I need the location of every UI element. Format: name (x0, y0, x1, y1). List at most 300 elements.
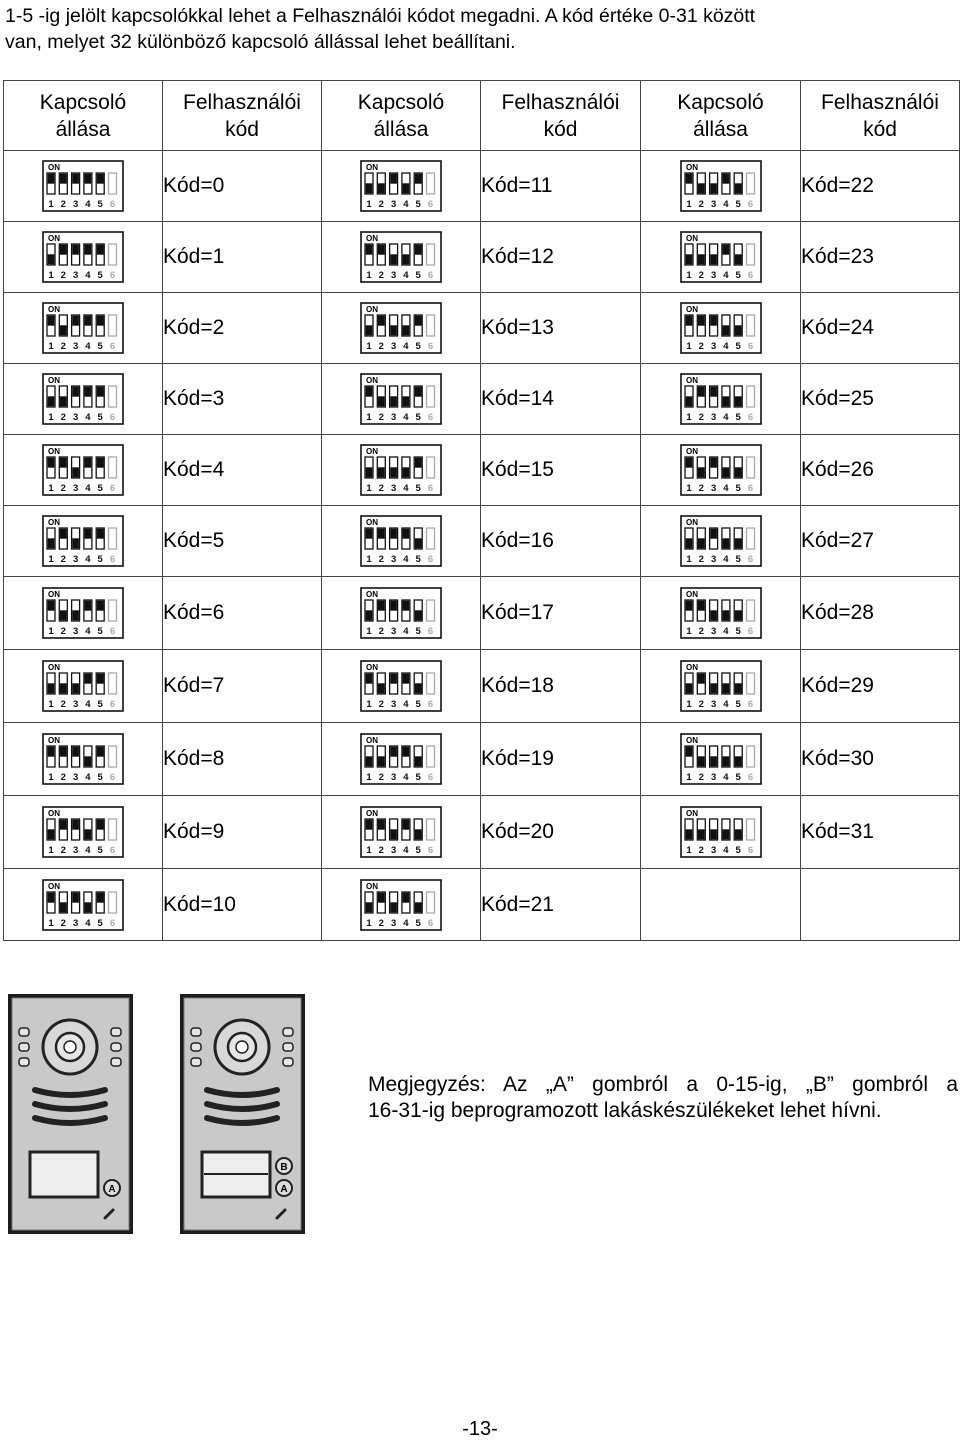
svg-text:1: 1 (366, 845, 372, 856)
svg-text:ON: ON (685, 376, 698, 385)
switch-position-cell (322, 650, 481, 723)
svg-text:4: 4 (722, 845, 729, 856)
svg-text:4: 4 (403, 626, 409, 637)
svg-text:5: 5 (735, 845, 741, 856)
user-code-cell: Kód=31 (801, 796, 960, 869)
switch-position-cell (4, 723, 163, 796)
svg-text:1: 1 (366, 772, 372, 783)
svg-text:ON: ON (685, 447, 698, 456)
dip-switch-icon (42, 302, 124, 354)
svg-text:4: 4 (403, 699, 409, 710)
table-row (4, 293, 960, 364)
svg-text:ON: ON (366, 376, 378, 385)
note-line-2: 16-31-ig beprogramozott lakáskészülékeket lehet hívni. (368, 1099, 882, 1122)
header-user-code: Felhasználói kód (163, 81, 322, 151)
svg-text:3: 3 (72, 412, 79, 423)
svg-text:ON: ON (48, 736, 60, 745)
note-line-1: Megjegyzés: Az „A” gombról a 0-15-ig, „B” gombról a (368, 1073, 958, 1096)
dip-switch-icon (42, 587, 124, 639)
svg-text:5: 5 (735, 341, 741, 352)
svg-text:6: 6 (747, 199, 753, 210)
switch-position-cell (641, 293, 801, 364)
dip-switch-icon (360, 302, 442, 354)
svg-text:1: 1 (48, 626, 54, 637)
header-switch-position: Kapcsoló állása (322, 81, 481, 151)
svg-text:5: 5 (97, 699, 103, 710)
svg-text:4: 4 (85, 270, 91, 281)
svg-text:1: 1 (685, 554, 692, 565)
svg-text:3: 3 (710, 270, 716, 281)
dip-switch-icon (680, 444, 762, 496)
svg-text:ON: ON (366, 881, 378, 891)
svg-text:4: 4 (722, 554, 729, 565)
switch-position-cell (322, 222, 481, 293)
svg-text:ON: ON (366, 163, 378, 172)
svg-text:ON: ON (48, 305, 60, 314)
svg-text:2: 2 (698, 772, 704, 783)
svg-text:5: 5 (97, 270, 103, 281)
svg-text:2: 2 (60, 270, 66, 281)
svg-text:1: 1 (48, 341, 54, 352)
svg-text:2: 2 (698, 626, 704, 637)
svg-text:4: 4 (722, 412, 729, 423)
svg-text:6: 6 (427, 699, 434, 710)
switch-position-cell (641, 577, 801, 650)
svg-text:6: 6 (427, 845, 434, 856)
svg-text:ON: ON (48, 376, 60, 385)
header-user-code: Felhasználói kód (801, 81, 960, 151)
user-code-cell: Kód=10 (163, 869, 322, 941)
svg-text:2: 2 (60, 483, 66, 494)
svg-text:4: 4 (722, 699, 729, 710)
svg-text:5: 5 (97, 626, 103, 637)
svg-text:3: 3 (710, 699, 716, 710)
svg-text:2: 2 (60, 699, 66, 710)
svg-text:6: 6 (109, 341, 116, 352)
svg-text:2: 2 (378, 845, 384, 856)
svg-text:ON: ON (685, 809, 698, 818)
svg-text:2: 2 (60, 199, 66, 210)
svg-text:1: 1 (685, 270, 692, 281)
svg-text:6: 6 (109, 270, 116, 281)
svg-text:1: 1 (685, 412, 692, 423)
svg-text:4: 4 (403, 554, 409, 565)
svg-text:1: 1 (48, 917, 54, 929)
dip-switch-icon (42, 373, 124, 425)
svg-text:2: 2 (60, 412, 66, 423)
svg-text:5: 5 (415, 199, 421, 210)
svg-text:1: 1 (366, 917, 372, 929)
svg-text:4: 4 (403, 199, 409, 210)
svg-text:2: 2 (698, 412, 704, 423)
svg-text:3: 3 (710, 341, 716, 352)
svg-text:5: 5 (97, 554, 103, 565)
svg-text:4: 4 (403, 412, 409, 423)
svg-text:2: 2 (698, 483, 704, 494)
svg-text:6: 6 (427, 341, 434, 352)
svg-text:ON: ON (48, 663, 60, 672)
svg-text:3: 3 (390, 483, 397, 494)
svg-text:5: 5 (415, 772, 421, 783)
svg-text:6: 6 (747, 412, 753, 423)
svg-text:6: 6 (427, 483, 434, 494)
switch-position-cell (4, 222, 163, 293)
dip-switch-icon (42, 231, 124, 283)
svg-text:4: 4 (403, 772, 409, 783)
dip-switch-code-table (3, 80, 960, 941)
svg-text:2: 2 (60, 917, 66, 929)
intro-line-2: van, melyet 32 különböző kapcsoló állással lehet beállítani. (5, 31, 516, 53)
svg-text:1: 1 (366, 554, 372, 565)
table-row (4, 506, 960, 577)
switch-position-cell (4, 577, 163, 650)
note-text (368, 1072, 958, 1124)
svg-text:ON: ON (366, 590, 378, 599)
switch-position-cell (322, 364, 481, 435)
svg-text:1: 1 (685, 699, 692, 710)
svg-text:1: 1 (366, 483, 372, 494)
svg-text:2: 2 (378, 699, 384, 710)
svg-text:5: 5 (97, 412, 103, 423)
svg-text:ON: ON (685, 305, 698, 314)
svg-text:6: 6 (747, 554, 753, 565)
user-code-cell: Kód=14 (481, 364, 641, 435)
svg-text:3: 3 (72, 554, 79, 565)
svg-text:6: 6 (427, 554, 434, 565)
switch-position-cell (4, 506, 163, 577)
dip-switch-icon (42, 733, 124, 785)
svg-text:2: 2 (60, 845, 66, 856)
user-code-cell: Kód=19 (481, 723, 641, 796)
svg-text:1: 1 (48, 772, 54, 783)
name-plate (30, 1152, 98, 1197)
svg-text:2: 2 (378, 412, 384, 423)
svg-text:6: 6 (747, 483, 753, 494)
svg-text:1: 1 (366, 699, 372, 710)
svg-text:A: A (280, 1184, 288, 1195)
svg-text:3: 3 (72, 917, 79, 929)
dip-switch-icon (360, 806, 442, 858)
user-code-cell (801, 869, 960, 941)
svg-text:ON: ON (366, 447, 378, 456)
svg-text:5: 5 (415, 845, 421, 856)
svg-text:1: 1 (685, 341, 692, 352)
svg-text:3: 3 (710, 845, 716, 856)
svg-text:1: 1 (685, 772, 692, 783)
user-code-cell: Kód=4 (163, 435, 322, 506)
dip-switch-icon (42, 660, 124, 712)
dip-switch-icon (360, 160, 442, 212)
dip-switch-icon (360, 515, 442, 567)
svg-text:6: 6 (109, 199, 116, 210)
svg-text:1: 1 (48, 554, 54, 565)
user-code-cell: Kód=29 (801, 650, 960, 723)
dip-switch-icon (42, 515, 124, 567)
svg-text:1: 1 (366, 270, 372, 281)
svg-text:4: 4 (85, 917, 91, 929)
user-code-cell: Kód=7 (163, 650, 322, 723)
switch-position-cell (641, 650, 801, 723)
svg-text:ON: ON (685, 163, 698, 172)
svg-text:3: 3 (710, 412, 716, 423)
svg-text:4: 4 (85, 699, 91, 710)
svg-text:2: 2 (378, 483, 384, 494)
header-switch-position: Kapcsoló állása (4, 81, 163, 151)
dip-switch-icon (680, 515, 762, 567)
svg-text:6: 6 (427, 199, 434, 210)
svg-text:3: 3 (390, 270, 397, 281)
switch-position-cell (4, 151, 163, 222)
switch-position-cell (4, 650, 163, 723)
svg-text:5: 5 (735, 483, 741, 494)
svg-text:3: 3 (710, 483, 716, 494)
user-code-cell: Kód=30 (801, 723, 960, 796)
switch-position-cell (4, 435, 163, 506)
svg-text:3: 3 (72, 845, 79, 856)
door-panel-two-buttons (180, 994, 305, 1234)
svg-text:ON: ON (366, 663, 378, 672)
svg-text:3: 3 (710, 554, 716, 565)
switch-position-cell (4, 796, 163, 869)
svg-text:3: 3 (390, 341, 397, 352)
table-row (4, 151, 960, 222)
dip-switch-icon (680, 160, 762, 212)
svg-text:6: 6 (427, 917, 434, 929)
dip-switch-icon (360, 733, 442, 785)
svg-text:4: 4 (85, 626, 91, 637)
svg-text:3: 3 (710, 626, 716, 637)
svg-text:4: 4 (403, 917, 409, 929)
svg-text:6: 6 (747, 341, 753, 352)
svg-text:2: 2 (378, 772, 384, 783)
header-user-code: Felhasználói kód (481, 81, 641, 151)
svg-text:ON: ON (48, 163, 60, 172)
dip-switch-icon (360, 373, 442, 425)
switch-position-cell (641, 796, 801, 869)
switch-position-cell (322, 293, 481, 364)
user-code-cell: Kód=21 (481, 869, 641, 941)
svg-text:5: 5 (735, 199, 741, 210)
svg-text:ON: ON (48, 809, 60, 818)
svg-text:1: 1 (685, 483, 692, 494)
switch-position-cell (4, 869, 163, 941)
svg-text:3: 3 (72, 699, 79, 710)
svg-text:5: 5 (415, 626, 421, 637)
switch-position-cell (4, 364, 163, 435)
svg-text:6: 6 (747, 699, 753, 710)
dip-switch-icon (680, 373, 762, 425)
svg-text:1: 1 (366, 626, 372, 637)
svg-text:6: 6 (109, 772, 116, 783)
svg-text:6: 6 (109, 626, 116, 637)
svg-text:4: 4 (85, 199, 91, 210)
user-code-cell: Kód=18 (481, 650, 641, 723)
svg-text:6: 6 (427, 270, 434, 281)
svg-text:4: 4 (85, 412, 91, 423)
dip-switch-icon (360, 587, 442, 639)
svg-text:4: 4 (722, 483, 729, 494)
svg-text:ON: ON (48, 518, 60, 527)
svg-text:5: 5 (735, 699, 741, 710)
svg-text:1: 1 (685, 845, 692, 856)
svg-text:2: 2 (378, 917, 384, 929)
svg-text:2: 2 (60, 341, 66, 352)
svg-text:3: 3 (72, 270, 79, 281)
svg-text:ON: ON (685, 518, 698, 527)
svg-text:1: 1 (48, 270, 54, 281)
svg-text:ON: ON (685, 663, 698, 672)
dip-switch-icon (680, 587, 762, 639)
table-row (4, 869, 960, 941)
switch-position-cell (322, 506, 481, 577)
svg-text:4: 4 (85, 483, 91, 494)
svg-text:ON: ON (366, 809, 378, 818)
svg-text:B: B (280, 1162, 288, 1173)
svg-text:4: 4 (403, 270, 409, 281)
svg-text:ON: ON (48, 881, 60, 891)
svg-text:ON: ON (685, 234, 698, 243)
svg-text:1: 1 (48, 699, 54, 710)
user-code-cell: Kód=15 (481, 435, 641, 506)
switch-position-cell (641, 435, 801, 506)
dip-switch-icon (42, 160, 124, 212)
svg-text:6: 6 (109, 412, 116, 423)
table-row (4, 723, 960, 796)
user-code-cell: Kód=9 (163, 796, 322, 869)
switch-position-cell (641, 723, 801, 796)
svg-text:6: 6 (747, 626, 753, 637)
svg-text:2: 2 (698, 341, 704, 352)
svg-text:1: 1 (366, 341, 372, 352)
user-code-cell: Kód=1 (163, 222, 322, 293)
svg-text:5: 5 (415, 917, 421, 929)
dip-switch-icon (42, 444, 124, 496)
dip-switch-icon (680, 806, 762, 858)
dip-switch-icon (680, 733, 762, 785)
svg-text:5: 5 (97, 483, 103, 494)
svg-text:4: 4 (722, 772, 729, 783)
svg-text:5: 5 (735, 270, 741, 281)
svg-text:4: 4 (722, 341, 729, 352)
svg-text:3: 3 (390, 772, 397, 783)
svg-text:6: 6 (427, 626, 434, 637)
user-code-cell: Kód=12 (481, 222, 641, 293)
user-code-cell: Kód=3 (163, 364, 322, 435)
switch-position-cell (4, 293, 163, 364)
svg-text:2: 2 (60, 554, 66, 565)
user-code-cell: Kód=6 (163, 577, 322, 650)
svg-text:4: 4 (85, 845, 91, 856)
svg-text:1: 1 (685, 199, 692, 210)
svg-text:6: 6 (427, 772, 434, 783)
intro-text (5, 3, 955, 55)
switch-position-cell (322, 435, 481, 506)
svg-text:ON: ON (48, 590, 60, 599)
dip-switch-icon (42, 879, 124, 931)
svg-text:5: 5 (735, 412, 741, 423)
table-row (4, 577, 960, 650)
svg-text:ON: ON (366, 234, 378, 243)
switch-position-cell (322, 796, 481, 869)
svg-text:5: 5 (415, 699, 421, 710)
switch-position-cell (641, 151, 801, 222)
intro-line-1: 1-5 -ig jelölt kapcsolókkal lehet a Felhasználói kódot megadni. A kód értéke 0-31 között (5, 5, 756, 27)
svg-text:3: 3 (710, 772, 716, 783)
svg-text:2: 2 (698, 199, 704, 210)
svg-text:ON: ON (685, 736, 698, 745)
svg-text:2: 2 (378, 554, 384, 565)
dip-switch-icon (360, 444, 442, 496)
svg-text:1: 1 (48, 483, 54, 494)
dip-switch-icon (360, 231, 442, 283)
svg-text:A: A (108, 1184, 116, 1195)
svg-text:1: 1 (48, 845, 54, 856)
svg-text:5: 5 (735, 772, 741, 783)
svg-text:3: 3 (710, 199, 716, 210)
svg-text:4: 4 (85, 341, 91, 352)
user-code-cell: Kód=23 (801, 222, 960, 293)
svg-text:1: 1 (48, 412, 54, 423)
svg-text:3: 3 (72, 626, 79, 637)
svg-text:4: 4 (722, 199, 729, 210)
svg-text:5: 5 (415, 483, 421, 494)
svg-text:ON: ON (366, 518, 378, 527)
dip-switch-icon (680, 660, 762, 712)
svg-text:4: 4 (403, 845, 409, 856)
svg-text:2: 2 (698, 270, 704, 281)
svg-text:6: 6 (747, 270, 753, 281)
svg-text:1: 1 (685, 626, 692, 637)
svg-text:6: 6 (109, 483, 116, 494)
user-code-cell: Kód=25 (801, 364, 960, 435)
svg-text:6: 6 (427, 412, 434, 423)
svg-text:3: 3 (72, 341, 79, 352)
user-code-cell: Kód=22 (801, 151, 960, 222)
dip-switch-icon (680, 302, 762, 354)
svg-text:4: 4 (722, 270, 729, 281)
svg-text:2: 2 (378, 341, 384, 352)
svg-text:2: 2 (378, 199, 384, 210)
svg-text:5: 5 (415, 341, 421, 352)
svg-text:ON: ON (48, 234, 60, 243)
svg-text:6: 6 (747, 772, 753, 783)
user-code-cell: Kód=13 (481, 293, 641, 364)
user-code-cell: Kód=0 (163, 151, 322, 222)
table-row (4, 222, 960, 293)
svg-text:ON: ON (685, 590, 698, 599)
svg-text:5: 5 (97, 772, 103, 783)
user-code-cell: Kód=24 (801, 293, 960, 364)
svg-text:3: 3 (390, 412, 397, 423)
table-row (4, 435, 960, 506)
user-code-cell: Kód=17 (481, 577, 641, 650)
svg-text:5: 5 (415, 270, 421, 281)
svg-text:5: 5 (97, 341, 103, 352)
svg-text:2: 2 (378, 270, 384, 281)
dip-switch-icon (680, 231, 762, 283)
svg-text:5: 5 (415, 554, 421, 565)
svg-text:3: 3 (72, 483, 79, 494)
user-code-cell: Kód=11 (481, 151, 641, 222)
dip-switch-icon (360, 879, 442, 931)
svg-text:ON: ON (366, 736, 378, 745)
svg-text:5: 5 (735, 554, 741, 565)
svg-text:2: 2 (60, 772, 66, 783)
svg-text:3: 3 (390, 845, 397, 856)
svg-text:6: 6 (109, 699, 116, 710)
svg-text:3: 3 (72, 772, 79, 783)
svg-text:4: 4 (403, 483, 409, 494)
